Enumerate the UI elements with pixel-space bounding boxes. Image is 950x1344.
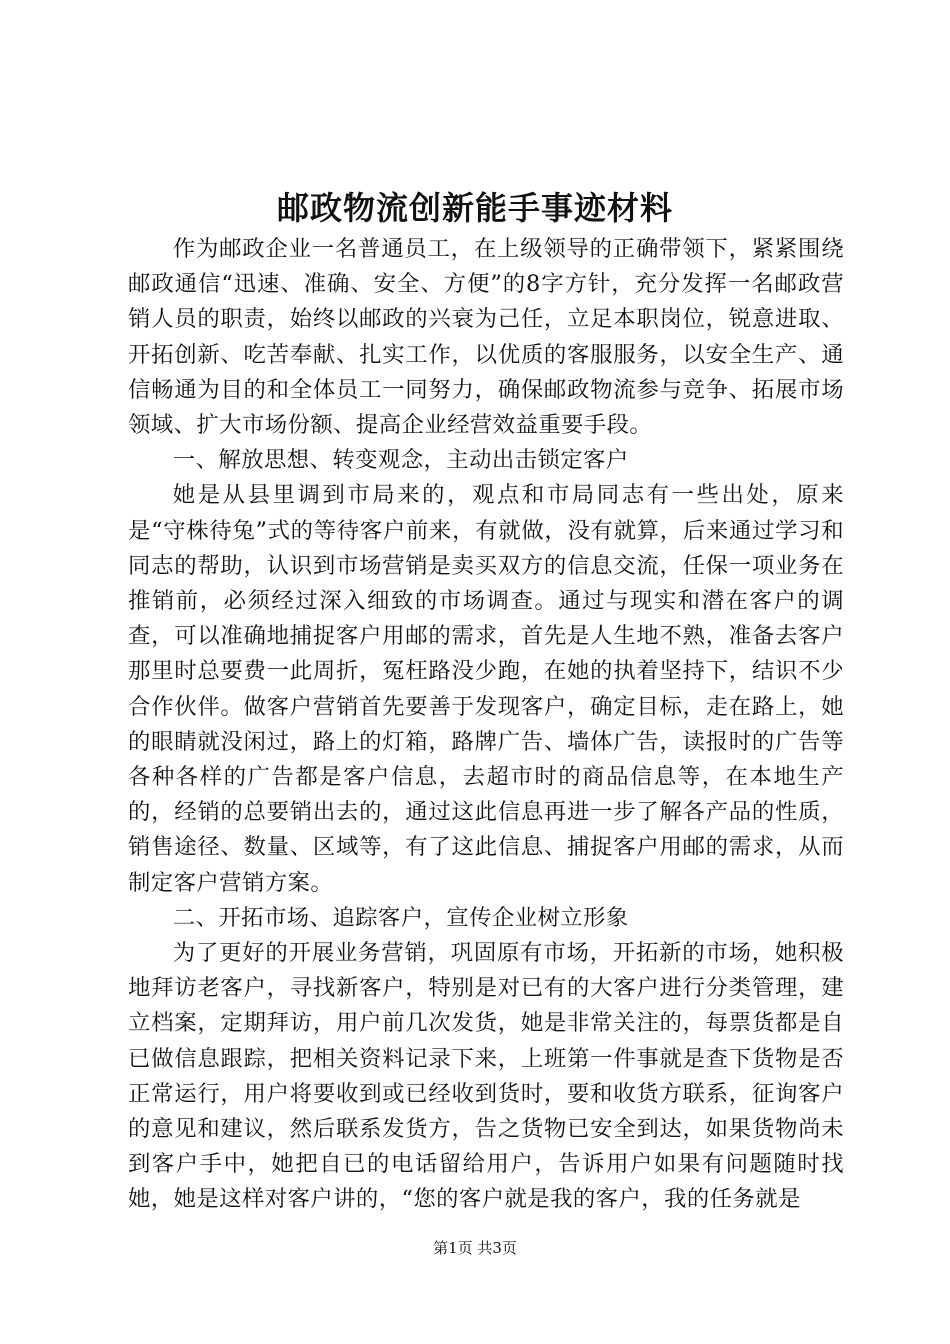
paragraph-intro: 作为邮政企业一名普通员工，在上级领导的正确带领下，紧紧围绕邮政通信“迅速、准确、安全、方便”的8字方针，充分发挥一名邮政营销人员的职责，始终以邮政的兴衰为己任，立足本职岗位，锐意进取、开拓创新、吃苦奉献、扎实工作，以优质的客服服务，以安全生产、通信畅通为目的和全体员工一同努力，确保邮政物流参与竞争、拓展市场领域、扩大市场份额、提高企业经营效益重要手段。 [128,236,844,439]
section-heading-2: 二、开拓市场、追踪客户，宣传企业树立形象 [172,904,629,931]
paragraph-section-1: 她是从县里调到市局来的，观点和市局同志有一些出处，原来是“守株待兔”式的等待客户前来，有就做，没有就算，后来通过学习和同志的帮助，认识到市场营销是卖买双方的信息交流，任保一项业务在推销前，必须经过深入细致的市场调查。通过与现实和潜在客户的调查，可以准确地捕捉客户用邮的需求，首先是人生地不熟，准备去客户那里时总要费一此周折，冤枉路没少跑，在她的执着坚持下，结识不少合作伙伴。做客户营销首先要善于发现客户，确定目标，走在路上，她的眼睛就没闲过，路上的灯箱，路牌广告、墙体广告，读报时的广告等各种各样的广告都是客户信息，去超市时的商品信息等，在本地生产的，经销的总要销出去的，通过这此信息再进一步了解各产品的性质，销售途径、数量、区域等，有了这此信息、捕捉客户用邮的需求，从而制定客户营销方案。 [128,482,844,896]
document-body [128,232,844,1218]
section-heading-1: 一、解放思想、转变观念，主动出击锁定客户 [172,447,629,474]
paragraph-section-2: 为了更好的开展业务营销，巩固原有市场，开拓新的市场，她积极地拜访老客户，寻找新客户，特别是对已有的大客户进行分类管理，建立档案，定期拜访，用户前几次发货，她是非常关注的，每票货都是自已做信息跟踪，把相关资料记录下来，上班第一件事就是查下货物是否正常运行，用户将要收到或已经收到货时，要和收货方联系，征询客户的意见和建议，然后联系发货方，告之货物已安全到达，如果货物尚未到客户手中，她把自已的电话留给用户，告诉用户如果有问题随时找她，她是这样对客户讲的，“您的客户就是我的客户，我的任务就是 [128,940,844,1213]
page-number-footer: 第1页 共3页 [433,1239,517,1257]
document-title: 邮政物流创新能手事迹材料 [276,189,673,227]
